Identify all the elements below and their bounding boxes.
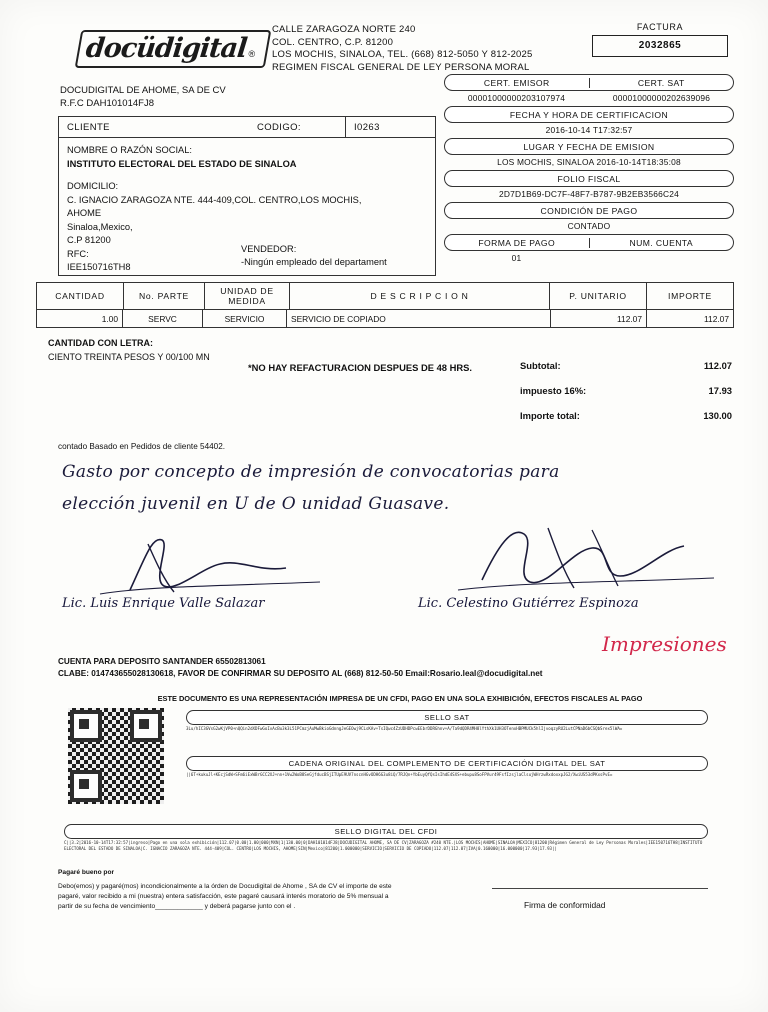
forma-pago-label: FORMA DE PAGO bbox=[478, 237, 556, 248]
domicilio-line-4: C.P 81200 bbox=[67, 235, 111, 245]
forma-pago-values bbox=[444, 253, 734, 263]
num-cuenta-label: NUM. CUENTA bbox=[589, 238, 734, 248]
total-row bbox=[520, 410, 732, 421]
items-table-header bbox=[37, 283, 733, 310]
total-value: 130.00 bbox=[703, 410, 732, 421]
condicion-pago-value: CONTADO bbox=[567, 221, 611, 231]
red-annotation-impresiones: Impresiones bbox=[602, 632, 727, 656]
totals-block bbox=[520, 360, 732, 435]
cantidad-con-letra bbox=[48, 336, 210, 364]
column-header-descripcion: D E S C R I P C I O N bbox=[290, 283, 550, 309]
cell-descripcion: SERVICIO DE COPIADO bbox=[287, 310, 551, 327]
no-refacturacion-note: *NO HAY REFACTURACION DESPUES DE 48 HRS. bbox=[248, 362, 473, 373]
folio-fiscal-value: 2D7D1B69-DC7F-48F7-B787-9B2EB3566C24 bbox=[499, 189, 679, 199]
vendedor-value: -Ningún empleado del departament bbox=[241, 257, 387, 267]
cert-headers bbox=[444, 74, 734, 91]
forma-pago-value: 01 bbox=[511, 253, 522, 263]
bank-clabe-line: CLABE: 014743655028130618, FAVOR DE CONFIRMAR SU DEPOSITO AL (668) 812-50-50 Email:Rosario.leal@docudigital.net bbox=[58, 669, 543, 678]
forma-pago-headers bbox=[444, 234, 734, 251]
logo-text: docüdigital bbox=[84, 33, 249, 64]
column-header-cantidad: CANTIDAD bbox=[37, 283, 124, 309]
total-label: Importe total: bbox=[520, 410, 580, 421]
address-line-1: CALLE ZARAGOZA NORTE 240 bbox=[272, 24, 416, 35]
rfc-label: RFC: bbox=[67, 248, 89, 259]
cert-emisor-value: 00001000000203107974 bbox=[467, 93, 566, 103]
subtotal-label: Subtotal: bbox=[520, 360, 561, 371]
signature-scribble-left bbox=[90, 528, 340, 598]
cell-cantidad: 1.00 bbox=[37, 310, 123, 327]
bank-account-line: CUENTA PARA DEPOSITO SANTANDER 65502813061 bbox=[58, 657, 266, 666]
fecha-certificacion-label: FECHA Y HORA DE CERTIFICACION bbox=[444, 106, 734, 123]
impuesto-value: 17.93 bbox=[708, 385, 732, 396]
domicilio-line-3: Sinaloa,Mexico, bbox=[67, 221, 133, 232]
codigo-value: I0263 bbox=[345, 117, 435, 137]
fecha-certificacion-value: 2016-10-14 T17:32:57 bbox=[545, 125, 633, 135]
cfdi-disclaimer: ESTE DOCUMENTO ES UNA REPRESENTACIÓN IMPRESA DE UN CFDI, PAGO EN UNA SOLA EXHIBICIÓN, EFECTOS FISCALES AL PAGO bbox=[157, 694, 643, 703]
qr-eye-bottomleft bbox=[70, 770, 102, 802]
cliente-label: CLIENTE bbox=[67, 121, 110, 133]
company-address bbox=[272, 24, 533, 74]
lugar-emision-value: LOS MOCHIS, SINALOA 2016-10-14T18:35:08 bbox=[497, 157, 681, 167]
sello-sat-value: 3Lu/hIC3GVsG2wKjVP0+nQQin2dXDFwGoIvAcBu3k3L51PCmzjAuMwBkioGdnngJeGEOwj9CLsKAv+TsIQwc4ZzUDHDPcwEEbrDDRGhnv+A/Ta9dQDR4MH8lYthXk1UH3OTenxHBPMUCk5hlIjvoqzyRU2LutCPNaD6bCSQbSrex5lWA= bbox=[186, 726, 623, 731]
cell-importe: 112.07 bbox=[704, 313, 729, 324]
pagare-text: Debo(emos) y pagaré(mos) incondicionalmente a la órden de Docudigital de Ahome , SA de CV el importe de este pagaré, valor recibido a mi (nuestra) entera satisfacción, este pagaré causará interés moratorio de 5% mensual a partir de su fecha de vencimiento_____________ y deberá pagarse junto con el . bbox=[58, 883, 392, 910]
factura-number: 2032865 bbox=[592, 35, 728, 57]
domicilio-line-1: C. IGNACIO ZARAGOZA NTE. 444-409,COL. CENTRO,LOS MOCHIS, bbox=[67, 194, 362, 205]
lugar-emision-label: LUGAR Y FECHA DE EMISION bbox=[444, 138, 734, 155]
impuesto-row bbox=[520, 385, 732, 396]
cert-sat-label: CERT. SAT bbox=[589, 78, 734, 88]
cadena-original-value: ||6T+kukuJl+KEcjSdW+SFm6iExWBrGCC2XJ+nn+1Vw2WoB8SeGjfducBSjITUpE9UV7nscnHGvODH6G3u8iQ/7RJQn+YbEuyQfQsIsIhdE4SXS+ebupu8SoFPVur49FsfIzsjlaClsujWHrzwRxdoxxpJG2/XwiUS53dPKxsPvE= bbox=[186, 772, 613, 777]
client-box-header bbox=[59, 117, 435, 138]
vendedor-block bbox=[241, 243, 387, 269]
client-rfc-value: IEE150716TH8 bbox=[67, 262, 131, 272]
subtotal-row bbox=[520, 360, 732, 371]
subtotal-value: 112.07 bbox=[703, 360, 732, 371]
nombre-label: NOMBRE O RAZÓN SOCIAL: bbox=[67, 145, 193, 155]
company-identity bbox=[60, 84, 226, 110]
pagare-title: Pagaré bueno por bbox=[58, 869, 115, 876]
signature-scribble-right bbox=[452, 520, 722, 596]
cert-sat-value: 00001000000202639096 bbox=[612, 93, 711, 103]
qr-eye-topright bbox=[130, 710, 162, 742]
cell-unidad: SERVICIO bbox=[203, 310, 287, 327]
cert-values bbox=[444, 93, 734, 103]
cadena-original-header: CADENA ORIGINAL DEL COMPLEMENTO DE CERTIFICACIÓN DIGITAL DEL SAT bbox=[186, 756, 708, 771]
column-header-unidad: UNIDAD DE MEDIDA bbox=[205, 283, 290, 309]
column-header-importe: IMPORTE bbox=[668, 291, 712, 301]
factura-box bbox=[592, 22, 728, 57]
client-box bbox=[58, 116, 436, 276]
address-line-4: REGIMEN FISCAL GENERAL DE LEY PERSONA MORAL bbox=[272, 61, 530, 73]
contado-note: contado Basado en Pedidos de cliente 54402. bbox=[58, 442, 226, 451]
domicilio-label: DOMICILIO: bbox=[67, 181, 119, 191]
condicion-pago-label: CONDICIÓN DE PAGO bbox=[444, 202, 734, 219]
company-name: DOCUDIGITAL DE AHOME, SA DE CV bbox=[60, 85, 226, 96]
num-cuenta-value bbox=[589, 253, 734, 263]
domicilio-line-2: AHOME bbox=[67, 208, 102, 218]
cell-punitario: 112.07 bbox=[551, 310, 647, 327]
nombre-value: INSTITUTO ELECTORAL DEL ESTADO DE SINALOA bbox=[67, 158, 297, 169]
bank-info bbox=[58, 656, 543, 680]
table-row bbox=[37, 310, 733, 327]
folio-fiscal-label: FOLIO FISCAL bbox=[444, 170, 734, 187]
sello-sat-header: SELLO SAT bbox=[186, 710, 708, 725]
cantidad-letra-value: CIENTO TREINTA PESOS Y 00/100 MN bbox=[48, 352, 210, 362]
handwritten-note-line-1: Gasto por concepto de impresión de convocatorias para bbox=[62, 462, 560, 482]
fiscal-info-panel bbox=[444, 74, 734, 266]
column-header-parte: No. PARTE bbox=[124, 283, 205, 309]
impuesto-label: impuesto 16%: bbox=[520, 385, 587, 396]
sello-cfdi-value: C||3.2|2016-10-14T17:32:57|ingreso|Pago en una sola exhibición|112.07|0.00|1.00|000|MXN|1|130.00|0|DAH101014FJ8|DOCUDIGITAL AHOME, SA DE CV|ZARAGOZA #240 NTE.|LOS MOCHIS|AHOME|SINALOA|MEXICO|81200|Régimen General de Ley Personas Morales|IEE150716TH8|INSTITUTO ELECTORAL DEL ESTADO DE SINALOA|C. IGNACIO ZARAGOZA NTE. 444-409|COL. CENTRO|LOS MOCHIS, AHOME|SIN|Mexico|81200|1.000000|SERVICIO|SERVICIO DE COPIADO|112.07|112.07|IVA|0.160000|16.000000|17.93|17.93|| bbox=[64, 840, 703, 852]
company-logo bbox=[78, 28, 268, 68]
cert-emisor-label: CERT. EMISOR bbox=[483, 77, 550, 88]
column-header-punitario: P. UNITARIO bbox=[550, 283, 647, 309]
qr-code bbox=[68, 708, 164, 804]
firma-conformidad-label: Firma de conformidad bbox=[524, 900, 606, 910]
cantidad-letra-label: CANTIDAD CON LETRA: bbox=[48, 338, 153, 348]
items-table bbox=[36, 282, 734, 328]
signature-name-right: Lic. Celestino Gutiérrez Espinoza bbox=[418, 596, 639, 611]
codigo-label: CODIGO: bbox=[257, 121, 301, 133]
qr-eye-topleft bbox=[70, 710, 102, 742]
handwritten-note-line-2: elección juvenil en U de O unidad Guasave. bbox=[62, 494, 450, 514]
address-line-2: COL. CENTRO, C.P. 81200 bbox=[272, 36, 394, 48]
address-line-3: LOS MOCHIS, SINALOA, TEL. (668) 812-5050 Y 812-2025 bbox=[272, 49, 533, 60]
registered-mark-icon: ® bbox=[248, 49, 256, 59]
pagare-block bbox=[58, 868, 398, 912]
signature-name-left: Lic. Luis Enrique Valle Salazar bbox=[62, 596, 265, 611]
firma-conformidad-line bbox=[492, 888, 708, 889]
vendedor-label: VENDEDOR: bbox=[241, 244, 297, 254]
company-rfc: R.F.C DAH101014FJ8 bbox=[60, 98, 154, 109]
sello-cfdi-header: SELLO DIGITAL DEL CFDI bbox=[64, 824, 708, 839]
cell-parte: SERVC bbox=[123, 310, 203, 327]
factura-label: FACTURA bbox=[636, 22, 684, 32]
